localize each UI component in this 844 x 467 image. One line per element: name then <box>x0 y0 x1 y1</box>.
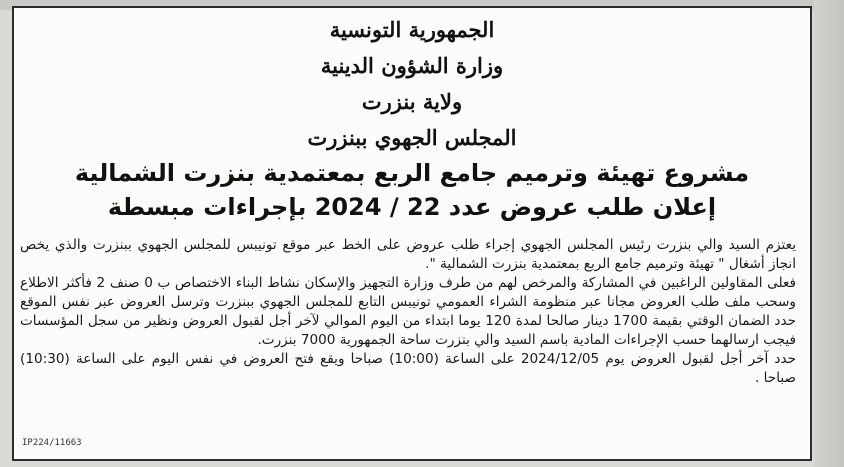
intro-paragraph: يعتزم السيد والي بنزرت رئيس المجلس الجهوي إجراء طلب عروض على الخط عبر موقع تونيبس للمجلس الجهوي ببنزرت والذي يخص انجاز أشغال " تهيئة وترميم جامع الربع بمعتمدية بنزرت الشمالية ". <box>20 237 796 272</box>
council-heading: المجلس الجهوي ببنزرت <box>307 125 517 150</box>
reference-code: IP224/11663 <box>22 438 82 448</box>
deadline-paragraph: حدد آخر أجل لقبول العروض يوم 2024/12/05 على الساعة (10:00) صباحا ويقع فتح العروض في نفس اليوم على الساعة (10:30) صباحا . <box>20 351 796 386</box>
governorate-heading: ولاية بنزرت <box>361 89 463 114</box>
tender-title: إعلان طلب عروض عدد 22 / 2024 بإجراءات مبسطة <box>107 193 717 221</box>
tender-notice <box>12 6 812 461</box>
conditions-paragraph: فعلى المقاولين الراغبين في المشاركة والمرخص لهم من طرف وزارة التجهيز والإسكان نشاط البناء الاختصاص ب 0 صنف 2 فأكثر الاطلاع وسحب ملف طلب العروض مجانا عبر منظومة الشراء العمومي تونيبس التابع للمجلس الجهوي ببنزرت وترسل العروض عبر نفس الموقع حدد الضمان الوقتي بقيمة 1700 دينار صالحا لمدة 120 يوما ابتداء من اليوم الموالي لآخر أجل لقبول العروض ونظير من سجل المؤسسات فيجب ارسالهما حسب الإجراءات المادية باسم السيد والي بنزرت ساحة الجمهورية 7000 بنزرت. <box>20 275 797 348</box>
republic-heading: الجمهورية التونسية <box>329 17 495 42</box>
notice-header <box>14 12 810 224</box>
notice-body <box>20 236 796 388</box>
project-title: مشروع تهيئة وترميم جامع الربع بمعتمدية بنزرت الشمالية <box>74 159 750 187</box>
ministry-heading: وزارة الشؤون الدينية <box>320 53 504 78</box>
adjacent-column-edge <box>814 0 844 467</box>
